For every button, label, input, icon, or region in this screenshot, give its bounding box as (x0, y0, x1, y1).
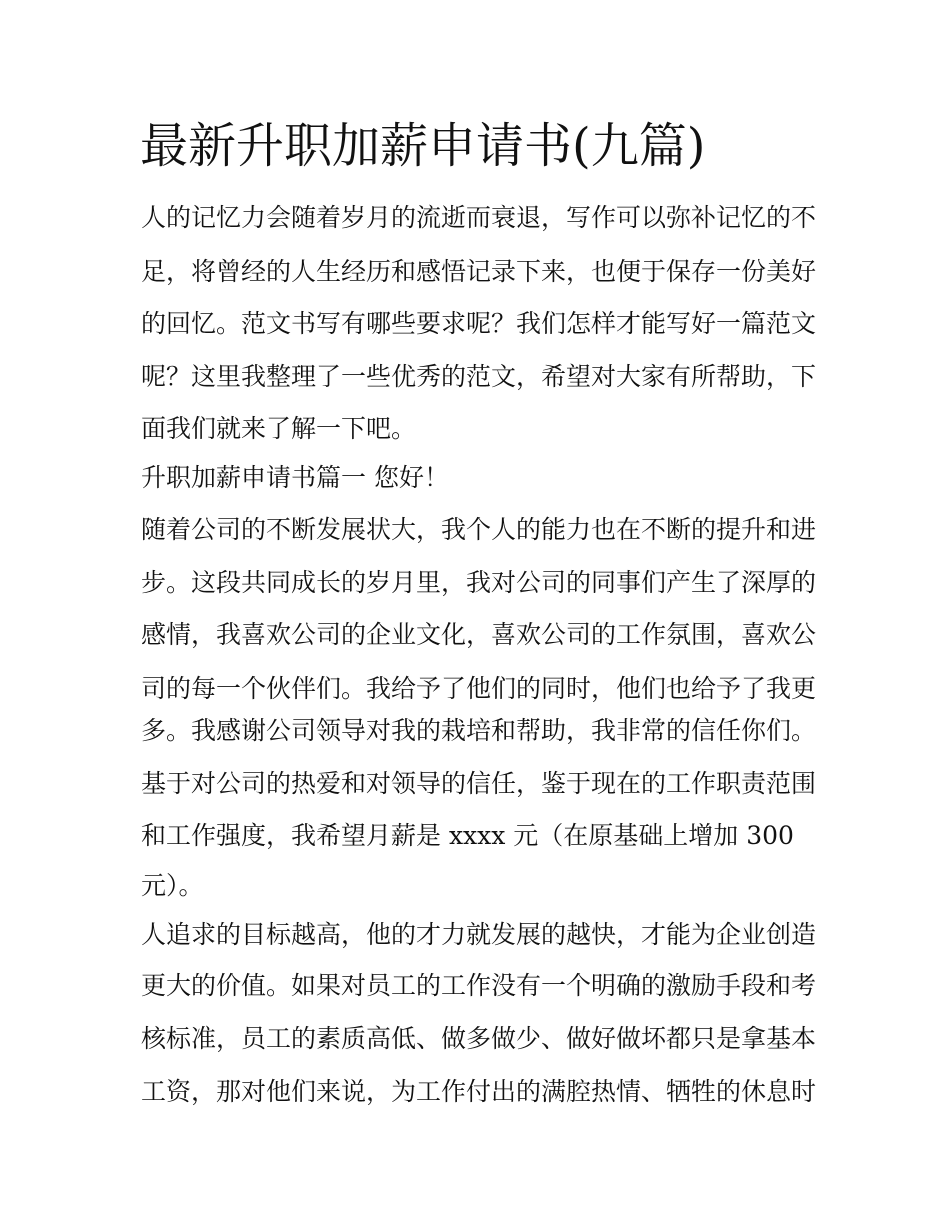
text-line: 随着公司的不断发展状大，我个人的能力也在不断的提升和进 (141, 515, 817, 544)
text-line: 面我们就来了解一下吧。 (141, 414, 417, 443)
text-line: 元）。 (141, 871, 204, 900)
section-heading-line: 升职加薪申请书篇一 您好！ (141, 463, 449, 492)
text-line: 工资，那对他们来说，为工作付出的满腔热情、牺牲的休息时 (141, 1077, 817, 1106)
text-line: 多。我感谢公司领导对我的栽培和帮助，我非常的信任你们。 (141, 716, 817, 745)
text-line: 和工作强度，我希望月薪是 xxxx 元（在原基础上增加 300 (141, 821, 794, 850)
text-line: 人的记忆力会随着岁月的流逝而衰退，写作可以弥补记忆的不 (141, 203, 817, 232)
text-line: 人追求的目标越高，他的才力就发展的越快，才能为企业创造 (141, 920, 817, 949)
text-line: 更大的价值。如果对员工的工作没有一个明确的激励手段和考 (141, 971, 817, 1000)
text-line: 感情，我喜欢公司的企业文化，喜欢公司的工作氛围，喜欢公 (141, 620, 817, 649)
document-title: 最新升职加薪申请书(九篇) (140, 118, 706, 174)
text-line: 司的每一个伙伴们。我给予了他们的同时，他们也给予了我更 (141, 674, 817, 703)
text-line: 的回忆。范文书写有哪些要求呢？我们怎样才能写好一篇范文 (141, 309, 817, 338)
text-line: 基于对公司的热爱和对领导的信任，鉴于现在的工作职责范围 (141, 769, 817, 798)
text-line: 核标准，员工的素质高低、做多做少、做好做坏都只是拿基本 (141, 1024, 817, 1053)
text-line: 步。这段共同成长的岁月里，我对公司的同事们产生了深厚的 (141, 568, 817, 597)
text-line: 呢？这里我整理了一些优秀的范文，希望对大家有所帮助，下 (141, 362, 817, 391)
text-line: 足，将曾经的人生经历和感悟记录下来，也便于保存一份美好 (141, 257, 817, 286)
